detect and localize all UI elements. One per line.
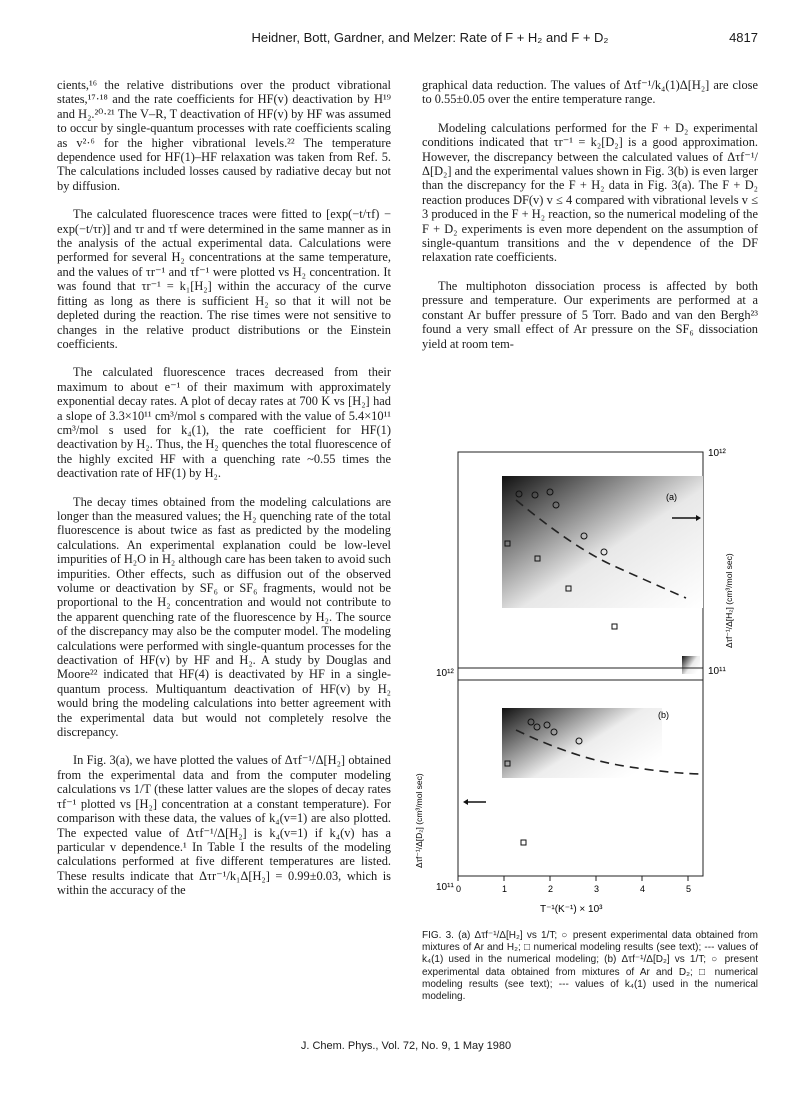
panel-b-model-point (521, 840, 526, 845)
panel-b-arrowhead (463, 799, 468, 805)
panel-b-ylabel: Δτf⁻¹/Δ[D₂] (cm³/mol sec) (414, 773, 424, 868)
paragraph: The decay times obtained from the modeling calculations are longer than the measured values; the H₂ quenching rate of the total fluorescence is about twice as fast as predicted by the modeling calculations. An experimental explanation could be low-level impurities of H₂O in H₂ although care has been taken to avoid such impurities. Other effects, such as diffusion out of the observed volume or deactivation by SF₆ or SF₆ fragments, would not be proportional to the H₂ concentration and would not contribute to the apparent quenching rate of the fluorescence by H₂. The source of the discrepancy may also be the computer model. The modeling calculations were performed with single-quantum processes for the deactivation of HF(v) by HF and H₂. A study by Douglas and Moore²² indicated that HF(4) is deactivated by HF in a single-quantum process. Multiquantum deactivation of HF(v) by H₂ would bring the modeling calculations into better agreement with the experimental data but would not completely resolve the discrepancy. (57, 494, 391, 740)
panel-a-label: (a) (666, 492, 677, 502)
figure-3-plot (404, 438, 762, 924)
paragraph: In Fig. 3(a), we have plotted the values of Δτf⁻¹/Δ[H₂] obtained from the experimental data and from the computer modeling calculations vs 1/T (these latter values are the slopes of decay rates τf⁻¹ plotted vs [H₂] concentration at a constant temperature). For comparison with these data, the values of k₄(v=1) are also plotted. The expected value of Δτf⁻¹/Δ[H₂] is k₄(v=1) if k₄(v) has a particular v dependence.¹ In Table I the results of the modeling calculations performed at five different temperatures are listed. These results indicate that Δτr⁻¹/k₁Δ[H₂] = 0.99±0.03, which is within the accuracy of the (57, 753, 391, 898)
ytick-bottom-left: 10¹¹ (436, 882, 454, 893)
x-tick-label: 5 (686, 884, 692, 894)
ytick-mid-left: 10¹² (436, 668, 454, 679)
paragraph: The calculated fluorescence traces were fitted to [exp(−t/τf) − exp(−t/τr)] and τr and τf were determined in the same manner as in the analysis of the actual experimental data. Calculations were performed for several H₂ concentrations at the same temperature, and the values of τr⁻¹ and τf⁻¹ were plotted vs H₂ concentration. It was found that τr⁻¹ = k₁[H₂] within the accuracy of the curve fitting as long as there is sufficient H₂ so that it will not be depleted during the reaction. The rise times were not sensitive to changes in the relative product distributions or the Einstein coefficients. (57, 207, 391, 351)
figure-3 (404, 438, 762, 924)
panel-a-corner-shading (682, 656, 700, 674)
right-column (422, 78, 758, 365)
x-axis-label: T⁻¹(K⁻¹) × 10³ (540, 904, 603, 915)
panel-a-model-point (612, 624, 617, 629)
running-header: Heidner, Bott, Gardner, and Melzer: Rate of F + H₂ and F + D₂ (251, 30, 609, 45)
ytick-top-right: 10¹² (708, 448, 726, 459)
x-tick-label: 3 (594, 884, 600, 894)
x-tick-label: 4 (640, 884, 646, 894)
x-tick-label: 0 (456, 884, 462, 894)
paragraph: graphical data reduction. The values of Δτf⁻¹/k₄(1)Δ[H₂] are close to 0.55±0.05 over the entire temperature range. (422, 78, 758, 107)
paragraph: Modeling calculations performed for the F + D₂ experimental conditions indicated that τr⁻¹ = k₂[D₂] is a good approximation. However, the discrepancy between the calculated values of Δτf⁻¹/Δ[D₂] and the experimental values shown in Fig. 3(b) is even larger than the discrepancy for the F + H₂ data in Fig. 3(a). The F + D₂ reaction produces DF(v) v ≤ 4 compared with vibrational levels v ≤ 3 produced in the F + H₂ reaction, so the numerical modeling of the F + D₂ experiments is even more dependent on the assumption of single-quantum transitions and the v dependence of the DF relaxation rate coefficients. (422, 120, 758, 265)
paragraph: cients,¹⁶ the relative distributions over the product vibrational states,¹⁷·¹⁸ and the rate coefficients for HF(v) deactivation by H¹⁹ and H₂.²⁰·²¹ The V–R, T deactivation of HF(v) by HF was assumed to occur by single-quantum processes with rate coefficients scaling as v²·⁶ for the higher vibrational levels.²² The temperature dependence used for HF(1)–HF relaxation was taken from Ref. 5. The calculations included losses caused by radiative decay but not by diffusion. (57, 78, 391, 193)
x-tick-label: 1 (502, 884, 508, 894)
ytick-mid-right: 10¹¹ (708, 666, 726, 677)
x-tick-label: 2 (548, 884, 554, 894)
journal-footer: J. Chem. Phys., Vol. 72, No. 9, 1 May 1980 (300, 1040, 512, 1052)
page-number: 4817 (729, 30, 758, 45)
paragraph: The multiphoton dissociation process is affected by both pressure and temperature. Our experiments are performed at a constant Ar buffer pressure of 5 Torr. Bado and van den Bergh²³ found a very small effect of Ar pressure on the SF₆ dissociation yield at room tem- (422, 278, 758, 351)
paragraph: The calculated fluorescence traces decreased from their maximum to about e⁻¹ of their maximum with approximately exponential decay rates. A plot of decay rates at 700 K vs [H₂] had a slope of 3.3×10¹¹ cm³/mol s compared with the value of 5.4×10¹¹ cm³/mol s used for k₄(1), the rate coefficient for HF(1) deactivation by H₂. Thus, the H₂ quenches the total fluorescence of the highly excited HF with a quenching rate ~0.55 times the deactivation rate of HF(1) by H₂. (57, 365, 391, 481)
panel-b-label: (b) (658, 710, 669, 720)
figure-caption: FIG. 3. (a) Δτf⁻¹/Δ[H₂] vs 1/T; ○ present experimental data obtained from mixtures of Ar and H₂; □ numerical modeling results (see text); --- values of k₄(1) used in the numerical modeling; (b) Δτf⁻¹/Δ[D₂] vs 1/T; ○ present experimental data obtained from mixtures of Ar and D₂; □ numerical modeling results (see text); --- values of k₄(1) used in the numerical modeling. (422, 930, 758, 1003)
panel-a-ylabel: Δτf⁻¹/Δ[H₂] (cm³/mol sec) (724, 553, 734, 648)
left-column (57, 78, 391, 912)
